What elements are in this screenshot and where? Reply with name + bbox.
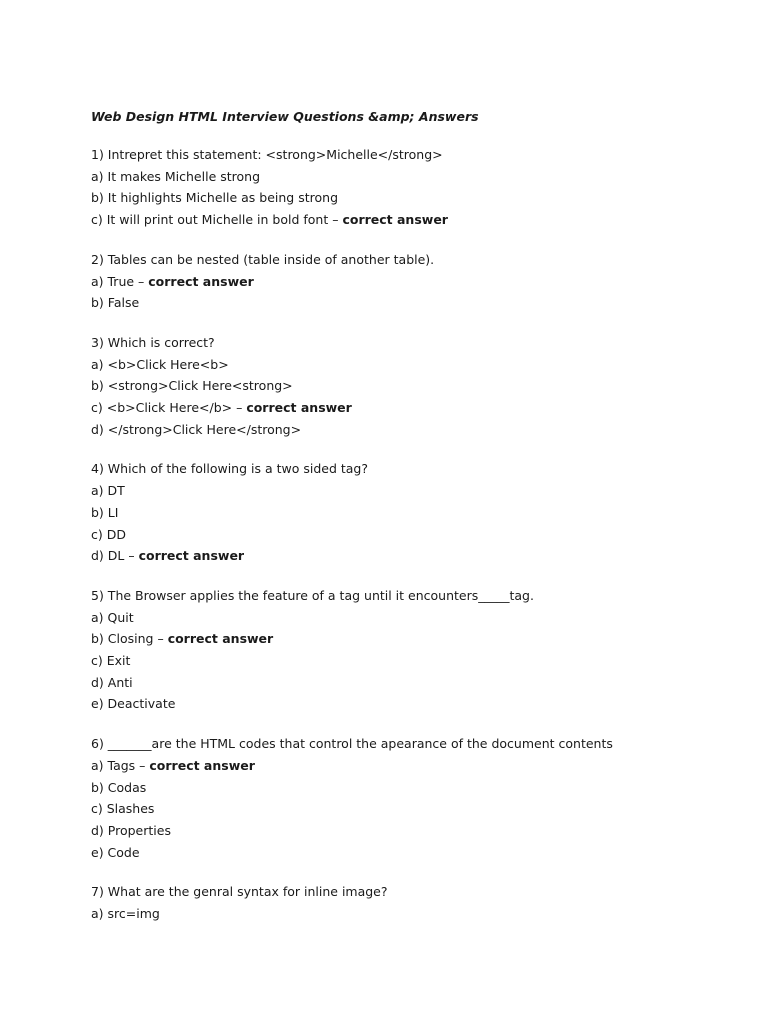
question-text: 4) Which of the following is a two sided tag? <box>91 461 368 477</box>
answer-option <box>91 693 731 715</box>
answer-option-text: c) It will print out Michelle in bold font <box>91 212 329 228</box>
answer-option <box>91 820 731 842</box>
answer-option <box>91 187 731 209</box>
answer-option <box>91 607 731 629</box>
correct-separator: – <box>135 757 150 773</box>
answer-option-text: a) Tags <box>91 757 136 773</box>
answer-option-text: d) </strong>Click Here</strong> <box>91 421 302 437</box>
question-3 <box>91 332 731 441</box>
answer-option-text: a) DT <box>91 483 125 499</box>
answer-option-text: d) Properties <box>91 822 171 838</box>
question-4 <box>91 458 731 567</box>
correct-answer-label: correct answer <box>148 273 254 289</box>
answer-option-text: d) DL <box>91 548 125 564</box>
question-text: 5) The Browser applies the feature of a tag until it encounters_____tag. <box>91 587 534 603</box>
answer-option <box>91 777 731 799</box>
answer-option <box>91 480 731 502</box>
answer-option-text: b) LI <box>91 504 119 520</box>
question-text: 7) What are the genral syntax for inline image? <box>91 884 388 900</box>
answer-option-text: d) Anti <box>91 674 133 690</box>
question-text: 2) Tables can be nested (table inside of another table). <box>91 251 435 267</box>
answer-option-text: b) <strong>Click Here<strong> <box>91 378 293 394</box>
answer-option <box>91 502 731 524</box>
question-7 <box>91 881 731 924</box>
answer-option-text: c) <b>Click Here</b> <box>91 400 237 416</box>
question-text: 3) Which is correct? <box>91 334 215 350</box>
answer-option-text: c) Slashes <box>91 801 155 817</box>
question-6 <box>91 733 731 863</box>
correct-answer-label: correct answer <box>342 212 448 228</box>
correct-separator: – <box>236 400 247 416</box>
correct-answer-label: correct answer <box>246 400 352 416</box>
question-1 <box>91 144 731 231</box>
answer-option <box>91 209 731 231</box>
answer-option <box>91 354 731 376</box>
answer-option <box>91 292 731 314</box>
answer-option <box>91 650 731 672</box>
correct-separator: – <box>328 212 343 228</box>
question-list <box>91 144 731 925</box>
correct-separator: – <box>124 548 139 564</box>
answer-option-text: c) DD <box>91 526 126 542</box>
answer-option-text: e) Code <box>91 844 140 860</box>
answer-option <box>91 524 731 546</box>
answer-option <box>91 271 731 293</box>
answer-option-text: a) True <box>91 273 135 289</box>
correct-answer-label: correct answer <box>138 548 245 564</box>
answer-option-text: b) Codas <box>91 779 147 795</box>
answer-option <box>91 545 731 567</box>
answer-option <box>91 628 731 650</box>
correct-separator: – <box>153 631 168 647</box>
answer-option <box>91 166 731 188</box>
answer-option <box>91 755 731 777</box>
answer-option <box>91 397 731 419</box>
question-2 <box>91 249 731 314</box>
answer-option <box>91 375 731 397</box>
answer-option-text: a) <b>Click Here<b> <box>91 356 229 372</box>
answer-option-text: b) It highlights Michelle as being strong <box>91 190 338 206</box>
answer-option <box>91 798 731 820</box>
correct-answer-label: correct answer <box>149 757 255 773</box>
answer-option <box>91 672 731 694</box>
document-page <box>91 108 731 943</box>
answer-option-text: a) src=img <box>91 906 160 922</box>
document-title: Web Design HTML Interview Questions &amp; Answers <box>91 109 479 124</box>
answer-option-text: a) It makes Michelle strong <box>91 168 261 184</box>
question-text: 1) Intrepret this statement: <strong>Michelle</strong> <box>91 147 443 162</box>
question-5 <box>91 585 731 715</box>
correct-answer-label: correct answer <box>167 631 274 647</box>
answer-option-text: e) Deactivate <box>91 696 176 712</box>
answer-option-text: b) Closing <box>91 631 154 647</box>
answer-option-text: a) Quit <box>91 609 134 625</box>
answer-option-text: c) Exit <box>91 653 131 669</box>
question-text: 6) _______are the HTML codes that control the apearance of the document contents <box>91 736 613 752</box>
answer-option <box>91 842 731 864</box>
answer-option <box>91 419 731 441</box>
answer-option <box>91 903 731 925</box>
correct-separator: – <box>134 273 149 289</box>
answer-option-text: b) False <box>91 295 140 311</box>
